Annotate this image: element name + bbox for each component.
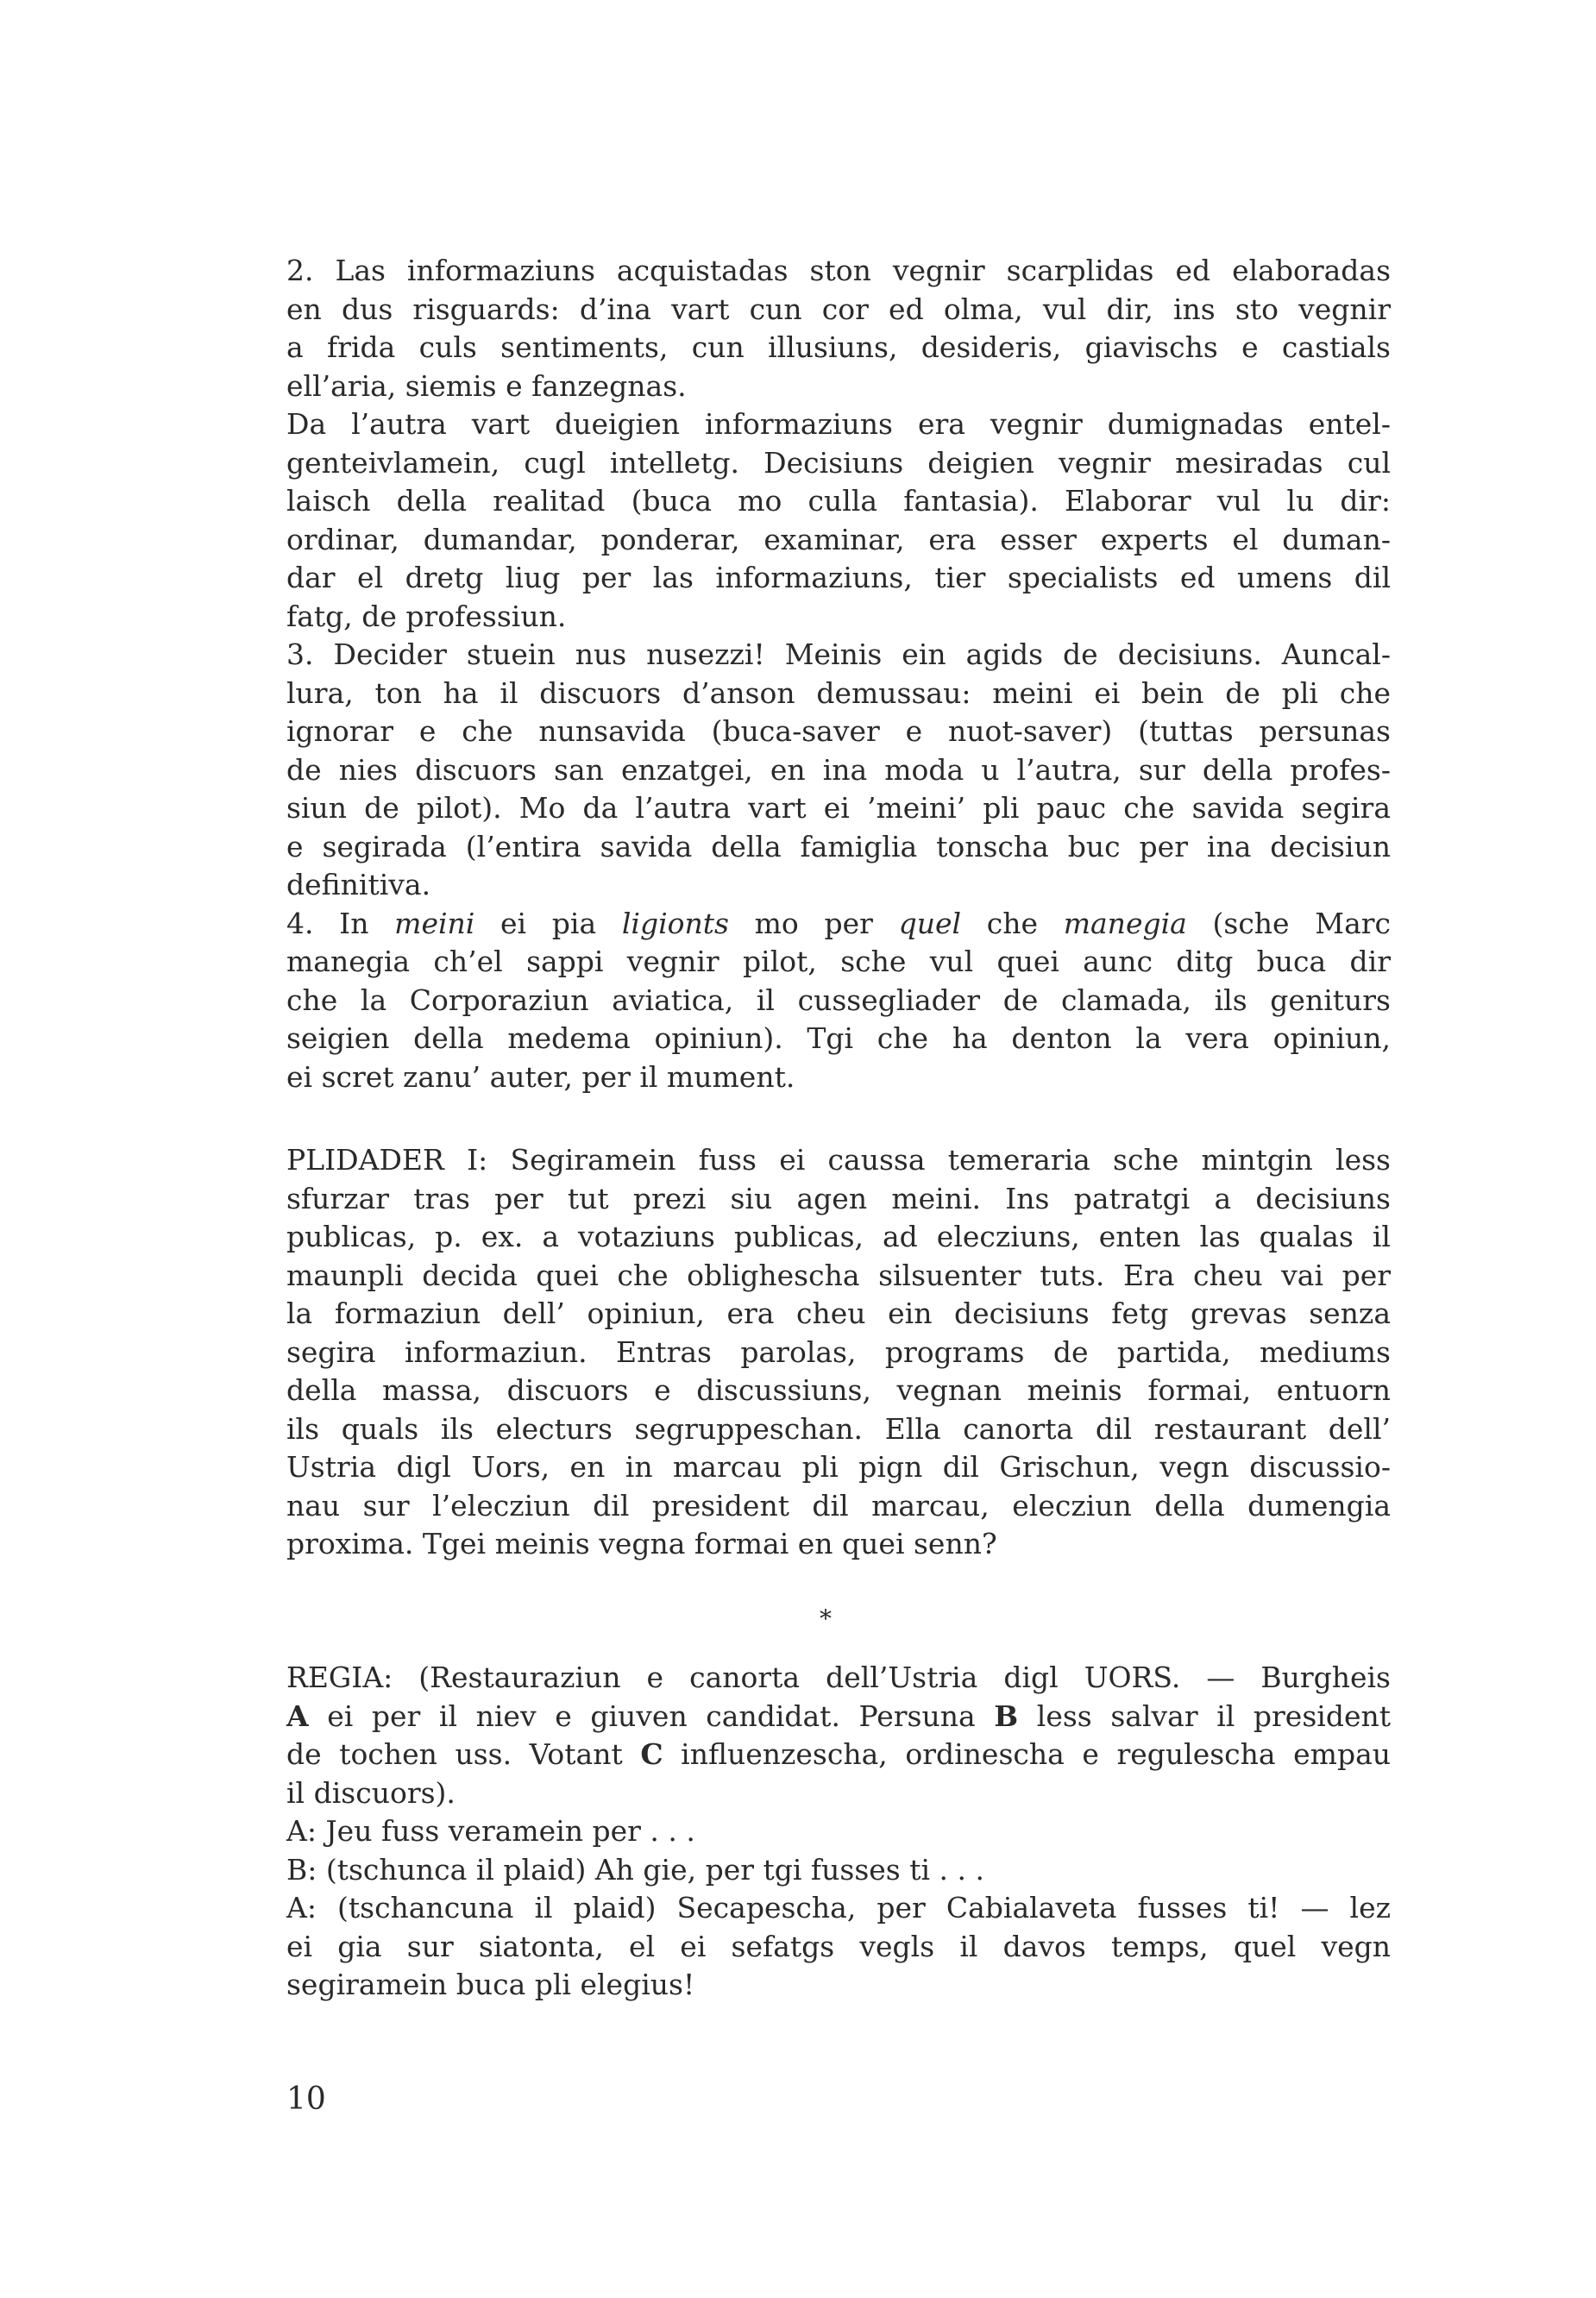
section-1 xyxy=(286,252,1391,1096)
section-separator: * xyxy=(820,1604,832,1633)
text-line: ell’aria, siemis e fanzegnas. xyxy=(286,368,687,403)
text-line: 3. Decider stuein nus nusezzi! Meinis ein agids de decisiuns. Auncal- xyxy=(286,637,1391,671)
text-line: fatg, de professiun. xyxy=(286,599,567,633)
text-line: laisch della realitad (buca mo culla fantasia). Elaborar vul lu dir: xyxy=(286,484,1391,518)
text-line: dar el dretg liug per las informaziuns, tier specialists ed umens dil xyxy=(286,561,1391,594)
plidader-section xyxy=(286,1141,1391,1564)
text-line: ignorar e che nunsavida (buca-saver e nuot-saver) (tuttas persunas xyxy=(286,714,1391,748)
text-line: e segirada (l’entira savida della famiglia tonscha buc per ina decisiun xyxy=(286,829,1391,863)
text-line: REGIA: (Restauraziun e canorta dell’Ustria digl UORS. — Burgheis xyxy=(286,1661,1391,1694)
text-line: della massa, discuors e discussiuns, vegnan meinis formai, entuorn xyxy=(286,1373,1391,1407)
text-line: maunpli decida quei che oblighescha silsuenter tuts. Era cheu vai per xyxy=(286,1258,1391,1292)
text-line: ils quals ils electurs segruppeschan. Ella canorta dil restaurant dell’ xyxy=(286,1411,1391,1446)
text-line: sfurzar tras per tut prezi siu agen meini. Ins patratgi a decisiuns xyxy=(286,1181,1391,1215)
text-line: segira informaziun. Entras parolas, programs de partida, mediums xyxy=(286,1334,1391,1369)
text-line: la formaziun dell’ opiniun, era cheu ein decisiuns fetg grevas senza xyxy=(286,1297,1391,1330)
text-line: ordinar, dumandar, ponderar, examinar, era esser experts el duman- xyxy=(286,522,1391,556)
text-line: ei scret zanu’ auter, per il mument. xyxy=(286,1059,795,1094)
text-line: PLIDADER I: Segiramein fuss ei caussa temeraria sche mintgin less xyxy=(286,1143,1391,1177)
regia-section xyxy=(286,1659,1391,2005)
page-number: 10 xyxy=(286,2081,326,2117)
text-line: A ei per il niev e giuven candidat. Persuna B less salvar il president xyxy=(286,1698,1391,1733)
text-line: de tochen uss. Votant C influenzescha, ordinescha e regulescha empau xyxy=(286,1737,1392,1771)
text-line: Ustria digl Uors, en in marcau pli pign dil Grischun, vegn discussio- xyxy=(286,1450,1391,1484)
dialogue-line: segiramein buca pli elegius! xyxy=(286,1968,695,2001)
text-line: manegia ch’el sappi vegnir pilot, sche vul quei aunc ditg buca dir xyxy=(286,945,1391,978)
text-line: lura, ton ha il discuors d’anson demussau: meini ei bein de pli che xyxy=(286,675,1391,710)
text-line-section-4: 4. In meini ei pia ligionts mo per quel che manegia (sche Marc xyxy=(286,906,1391,940)
text-line: nau sur l’elecziun dil president dil marcau, elecziun della dumengia xyxy=(286,1488,1391,1523)
text-line: siun de pilot). Mo da l’autra vart ei ’meini’ pli pauc che savida segira xyxy=(286,791,1391,825)
dialogue-line: B: (tschunca il plaid) Ah gie, per tgi fusses ti . . . xyxy=(286,1852,984,1887)
dialogue-line: A: (tschancuna il plaid) Secapescha, per Cabialaveta fusses ti! — lez xyxy=(286,1891,1391,1924)
text-line: il discuors). xyxy=(286,1775,456,1810)
dialogue-line: ei gia sur siatonta, el ei sefatgs vegls il davos temps, quel vegn xyxy=(286,1929,1391,1963)
text-line: genteivlamein, cugl intelletg. Decisiuns deigien vegnir mesiradas cul xyxy=(286,445,1391,480)
text-line: en dus risguards: d’ina vart cun cor ed olma, vul dir, ins sto vegnir xyxy=(286,292,1391,326)
text-line: 2. Las informaziuns acquistadas ston vegnir scarplidas ed elaboradas xyxy=(286,254,1391,287)
text-line: proxima. Tgei meinis vegna formai en quei senn? xyxy=(286,1527,997,1560)
text-line: de nies discuors san enzatgei, en ina moda u l’autra, sur della profes- xyxy=(286,752,1391,787)
text-line: publicas, p. ex. a votaziuns publicas, ad elecziuns, enten las qualas il xyxy=(286,1220,1391,1253)
text-line: che la Corporaziun aviatica, il cussegliader de clamada, ils geniturs xyxy=(286,983,1391,1017)
dialogue-line: A: Jeu fuss veramein per . . . xyxy=(286,1814,695,1848)
text-line: definitiva. xyxy=(286,868,431,901)
text-line: Da l’autra vart dueigien informaziuns era vegnir dumignadas entel- xyxy=(286,407,1391,441)
text-line: seigien della medema opiniun). Tgi che ha denton la vera opiniun, xyxy=(286,1021,1391,1055)
text-line: a frida culs sentiments, cun illusiuns, desideris, giavischs e castials xyxy=(286,330,1391,364)
